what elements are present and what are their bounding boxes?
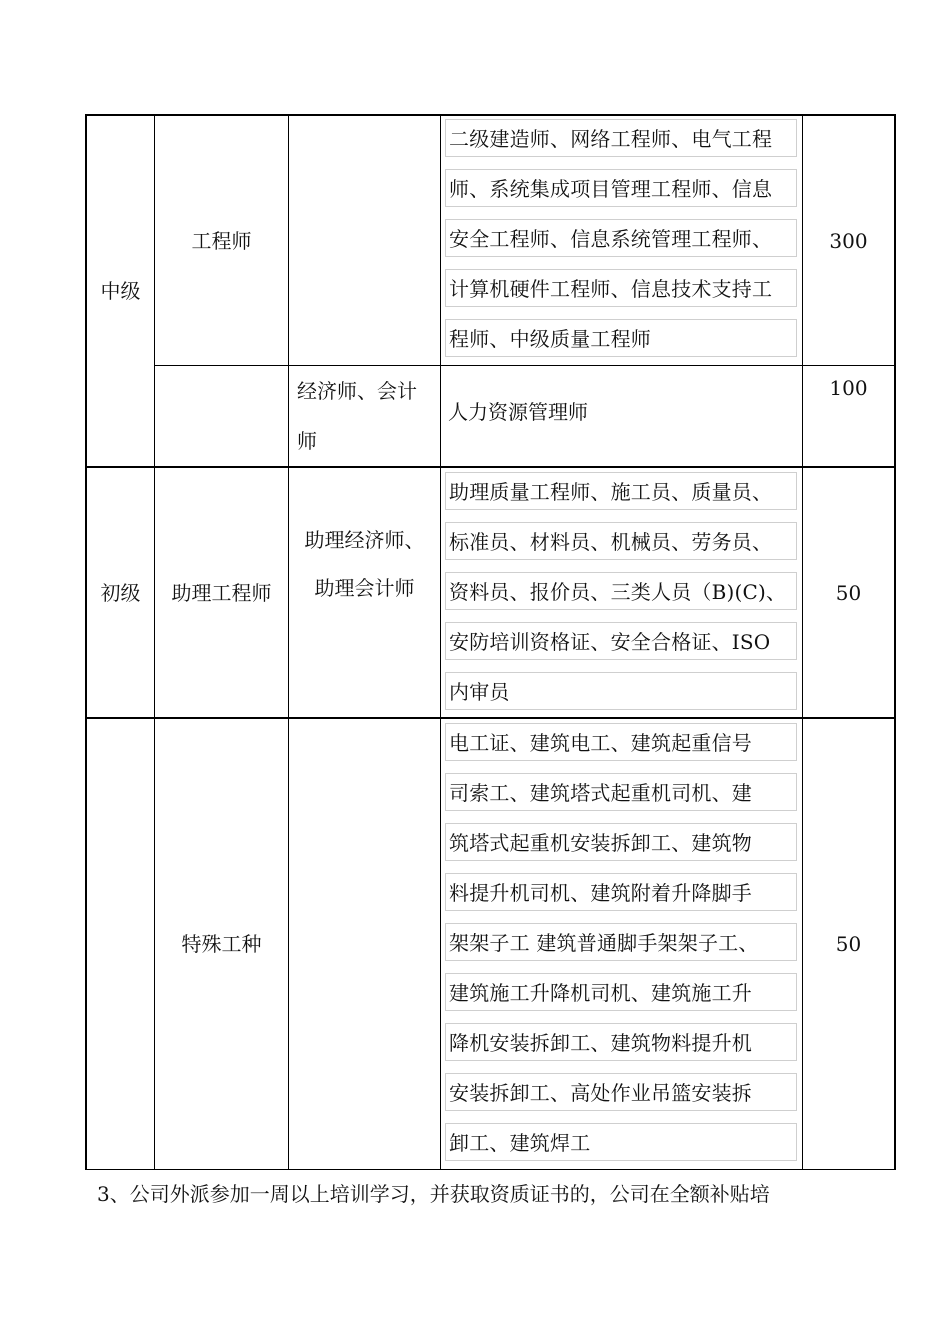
- title-junior: 助理工程师: [171, 580, 272, 605]
- cert-line: 料提升机司机、建筑附着升降脚手: [445, 873, 797, 911]
- title-junior-other: [289, 516, 440, 612]
- cert-line: 计算机硬件工程师、信息技术支持工: [445, 269, 797, 307]
- cert-list-junior: [445, 472, 797, 722]
- cert-line: 程师、中级质量工程师: [445, 319, 797, 357]
- cert-line: 电工证、建筑电工、建筑起重信号: [445, 723, 797, 761]
- title-junior-other-line1: 助理经济师、: [304, 528, 425, 552]
- amount-special: 50: [835, 932, 862, 956]
- title-junior-other-line2: 助理会计师: [314, 576, 415, 600]
- level-middle: 中级: [100, 279, 141, 303]
- table-right-border: [894, 114, 896, 1170]
- cert-line: 安防培训资格证、安全合格证、ISO: [445, 622, 797, 660]
- cert-economist: 人力资源管理师: [448, 400, 588, 424]
- cert-line: 资料员、报价员、三类人员（B)(C)、: [445, 572, 797, 610]
- body-paragraph: 3、公司外派参加一周以上培训学习，并获取资质证书的，公司在全额补贴培: [97, 1182, 770, 1206]
- cert-line: 建筑施工升降机司机、建筑施工升: [445, 973, 797, 1011]
- amount-engineer: 300: [829, 228, 868, 253]
- col-divider-2: [288, 114, 289, 1170]
- title-economist: [297, 366, 437, 466]
- cert-line: 安装拆卸工、高处作业吊篮安装拆: [445, 1073, 797, 1111]
- cert-line: 卸工、建筑焊工: [445, 1123, 797, 1161]
- cert-line: 标准员、材料员、机械员、劳务员、: [445, 522, 797, 560]
- level-junior: 初级: [100, 580, 141, 605]
- title-economist-line2: 师: [297, 429, 317, 453]
- cert-line: 助理质量工程师、施工员、质量员、: [445, 472, 797, 510]
- amount-junior: 50: [835, 580, 862, 605]
- cert-line: 司索工、建筑塔式起重机司机、建: [445, 773, 797, 811]
- cert-line: 架架子工 建筑普通脚手架架子工、: [445, 923, 797, 961]
- title-economist-line1: 经济师、会计: [297, 379, 417, 403]
- cert-line: 筑塔式起重机安装拆卸工、建筑物: [445, 823, 797, 861]
- cert-line: 安全工程师、信息系统管理工程师、: [445, 219, 797, 257]
- cert-line: 降机安装拆卸工、建筑物料提升机: [445, 1023, 797, 1061]
- cert-line: 内审员: [445, 672, 797, 710]
- title-engineer: 工程师: [191, 228, 252, 253]
- cert-line: 二级建造师、网络工程师、电气工程: [445, 119, 797, 157]
- cert-line: 师、系统集成项目管理工程师、信息: [445, 169, 797, 207]
- cert-list-special: [445, 723, 797, 1173]
- title-special: 特殊工种: [181, 932, 262, 956]
- col-divider-3: [440, 114, 441, 1170]
- cert-list-engineer: [445, 119, 797, 369]
- amount-economist: 100: [829, 376, 868, 400]
